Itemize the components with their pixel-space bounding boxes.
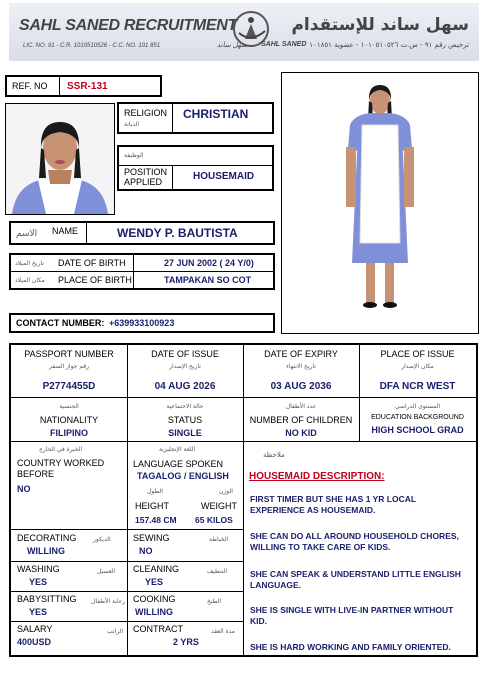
- language-label: LANGUAGE SPOKEN: [133, 459, 224, 469]
- issue-date-value: 04 AUG 2026: [154, 381, 216, 392]
- contact-value: +639933100923: [109, 318, 175, 328]
- contact-label: CONTACT NUMBER:: [16, 318, 105, 328]
- skill-cooking-label: COOKING: [133, 594, 176, 604]
- passport-number-label: PASSPORT NUMBER: [24, 349, 114, 359]
- description-item-1: FIRST TIMER BUT SHE HAS 1 YR LOCAL EXPERIENCE AS HOUSEMAID.: [250, 494, 416, 515]
- issue-date-label-ar: تاريخ الإصدار: [169, 363, 201, 370]
- skill-cleaning-label-ar: التنظيف: [207, 568, 228, 575]
- language-value: TAGALOG / ENGLISH: [137, 471, 229, 481]
- skill-cleaning-value: YES: [145, 577, 164, 587]
- children-label-ar: عدد الأطفال: [285, 403, 317, 410]
- skill-babysitting-label: BABYSITTING: [17, 594, 77, 604]
- issue-date-label: DATE OF ISSUE: [151, 349, 219, 359]
- pob-label-ar: مكان الميلاد: [15, 277, 45, 284]
- description-item-5: SHE IS HARD WORKING AND FAMILY ORIENTED.: [250, 642, 451, 652]
- height-value: 157.48 CM: [135, 515, 177, 525]
- religion-label: RELIGION: [124, 108, 168, 118]
- portrait-photo: [5, 103, 115, 215]
- country-value: NO: [17, 484, 31, 494]
- passport-number-value: P2774455D: [42, 381, 96, 392]
- full-body-figure-icon: [282, 73, 478, 333]
- ref-label: REF. NO: [12, 81, 48, 91]
- skill-cleaning-label: CLEANING: [133, 564, 180, 574]
- name-label: NAME: [52, 226, 79, 236]
- skill-decorating-label-ar: الديكور: [93, 536, 111, 543]
- status-value: SINGLE: [168, 428, 202, 438]
- license-ar: ترخيص رقم ٩١ - س.ت ١٠١٠٥١٠٥٢٦ - عضوية ١٠١٨٥١: [309, 41, 469, 49]
- brand-name-en: SAHL SANED RECRUITMENT: [19, 17, 238, 34]
- letterhead: [9, 3, 479, 61]
- weight-label-ar: الوزن: [219, 488, 233, 495]
- skill-sewing-value: NO: [139, 546, 153, 556]
- expiry-date-value: 03 AUG 2036: [270, 381, 332, 392]
- position-label-ar: الوظيفة: [124, 152, 144, 159]
- contact-box: [9, 313, 275, 333]
- skill-babysitting-label-ar: رعاية الأطفال: [91, 598, 126, 605]
- contract-value: 2 YRS: [173, 637, 199, 647]
- contract-label: CONTRACT: [133, 624, 183, 634]
- children-value: NO KID: [285, 428, 317, 438]
- ref-box: [5, 75, 162, 97]
- description-item-2: SHE CAN DO ALL AROUND HOUSEHOLD CHORES, WILLING TO TAKE CARE OF KIDS.: [250, 531, 459, 552]
- passport-number-label-ar: رقم جواز السفر: [48, 363, 90, 370]
- skill-washing-value: YES: [29, 577, 48, 587]
- skill-washing-label: WASHING: [17, 564, 60, 574]
- weight-label: WEIGHT: [201, 501, 237, 511]
- language-label-ar: اللغة الإنجليزية: [159, 446, 196, 453]
- contract-label-ar: مدة العقد: [211, 628, 235, 635]
- religion-value: CHRISTIAN: [183, 107, 249, 121]
- portrait-figure-icon: [6, 104, 114, 214]
- nationality-label-ar: الجنسية: [59, 403, 79, 410]
- dob-label-ar: تاريخ الميلاد: [15, 260, 44, 267]
- status-label-ar: حالة الاجتماعية: [166, 403, 204, 410]
- skill-cooking-label-ar: الطبخ: [207, 598, 222, 605]
- description-item-3: SHE CAN SPEAK & UNDERSTAND LITTLE ENGLISH LANGUAGE.: [250, 569, 461, 590]
- logo-en: SAHL SANED: [261, 41, 307, 48]
- birth-box: [9, 253, 275, 290]
- religion-label-ar: الديانة: [124, 121, 140, 128]
- height-label: HEIGHT: [135, 501, 170, 511]
- ref-value: SSR-131: [67, 81, 108, 92]
- logo-ar: سهل ساند: [217, 42, 247, 49]
- skill-decorating-value: WILLING: [27, 546, 65, 556]
- position-value: HOUSEMAID: [193, 171, 255, 182]
- expiry-date-label: DATE OF EXPIRY: [264, 349, 338, 359]
- position-box: [117, 145, 274, 191]
- issue-place-value: DFA NCR WEST: [379, 381, 456, 392]
- education-label-ar: المستوى الدراسي: [394, 403, 441, 410]
- country-label-ar: الخبرة في الخارج: [39, 446, 83, 453]
- religion-box: [117, 102, 274, 134]
- dob-label: DATE OF BIRTH: [58, 258, 126, 268]
- nationality-label: NATIONALITY: [39, 415, 99, 425]
- weight-value: 65 KILOS: [195, 515, 233, 525]
- position-label: POSITION APPLIED: [124, 167, 168, 187]
- skill-sewing-label: SEWING: [133, 533, 170, 543]
- description-title: HOUSEMAID DESCRIPTION:: [249, 471, 385, 482]
- skill-sewing-label-ar: الخياطة: [209, 536, 228, 543]
- nationality-value: FILIPINO: [50, 428, 88, 438]
- expiry-date-label-ar: تاريخ الانتهاء: [286, 363, 316, 370]
- notes-label-ar: ملاحظة: [263, 451, 285, 459]
- salary-label-ar: الراتب: [107, 628, 124, 635]
- status-label: STATUS: [167, 415, 203, 425]
- pob-label: PLACE OF BIRTH: [58, 275, 132, 285]
- pob-value: TAMPAKAN SO COT: [164, 275, 252, 285]
- description-item-4: SHE IS SINGLE WITH LIVE-IN PARTNER WITHOUT KID.: [250, 605, 454, 626]
- height-label-ar: الطول: [147, 488, 163, 495]
- name-label-ar: الاسم: [16, 229, 38, 239]
- skill-decorating-label: DECORATING: [17, 533, 77, 543]
- salary-value: 400USD: [17, 637, 52, 647]
- issue-place-label: PLACE OF ISSUE: [380, 349, 455, 359]
- name-value: WENDY P. BAUTISTA: [117, 226, 238, 240]
- skill-cooking-value: WILLING: [135, 607, 173, 617]
- skill-washing-label-ar: الغسيل: [97, 568, 116, 575]
- children-label: NUMBER OF CHILDREN: [249, 415, 353, 425]
- skill-babysitting-value: YES: [29, 607, 48, 617]
- full-body-photo: [281, 72, 479, 334]
- issue-place-label-ar: مكان الإصدار: [401, 363, 434, 370]
- education-value: HIGH SCHOOL GRAD: [371, 425, 464, 435]
- brand-name-ar: سهل ساند للإستقدام: [291, 15, 469, 35]
- name-box: [9, 221, 275, 245]
- education-label: EDUCATION BACKGROUND: [371, 414, 464, 421]
- dob-value: 27 JUN 2002 ( 24 Y/0): [164, 258, 254, 268]
- country-label: COUNTRY WORKED BEFORE: [17, 458, 105, 479]
- salary-label: SALARY: [17, 624, 53, 634]
- license-en: LIC. NO. 91 - C.R. 1010510526 - C.C. NO. 101 851: [23, 43, 161, 49]
